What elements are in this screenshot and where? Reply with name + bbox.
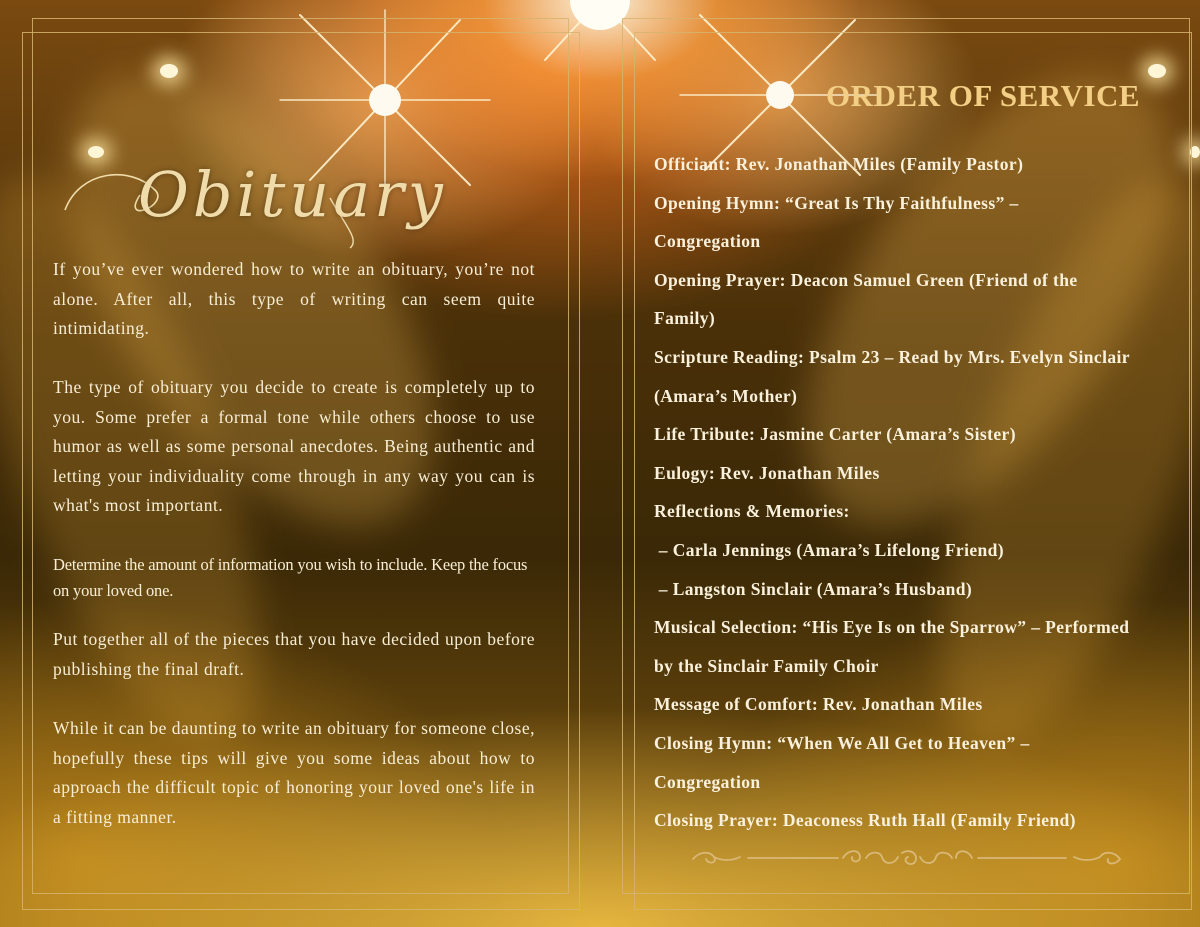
- service-line: Eulogy: Rev. Jonathan Miles: [654, 462, 880, 483]
- service-line: Closing Hymn: “When We All Get to Heaven” –: [654, 732, 1030, 753]
- service-line: Closing Prayer: Deaconess Ruth Hall (Family Friend): [654, 810, 1076, 831]
- obituary-paragraph: Determine the amount of information you wish to include. Keep the focus on your loved one.: [53, 555, 528, 600]
- obituary-paragraph: While it can be daunting to write an obituary for someone close, hopefully these tips will give you some ideas about how to approach the difficult topic of honoring your loved one's life in a fitting manner.: [53, 718, 536, 827]
- service-line: Reflections & Memories:: [654, 501, 850, 522]
- obituary-paragraph: If you’ve ever wondered how to write an obituary, you’re not alone. After all, this type of writing can seem quite intimidating.: [53, 259, 535, 338]
- obituary-paragraph: The type of obituary you decide to create is completely up to you. Some prefer a formal tone while others choose to use humor as well as some personal anecdotes. Being authentic and letting your individuality come through in any way you can is what's most important.: [53, 377, 535, 515]
- service-line: Congregation: [654, 231, 761, 252]
- service-line: Musical Selection: “His Eye Is on the Sparrow” – Performed: [654, 617, 1130, 638]
- service-line: Family): [654, 308, 716, 329]
- ornament-divider-icon: [688, 843, 1128, 873]
- service-line: – Carla Jennings (Amara’s Lifelong Friend): [654, 539, 1005, 560]
- service-line: Message of Comfort: Rev. Jonathan Miles: [654, 694, 983, 715]
- service-line: Opening Prayer: Deacon Samuel Green (Friend of the: [654, 269, 1078, 290]
- service-line: Opening Hymn: “Great Is Thy Faithfulness” –: [654, 192, 1019, 213]
- service-line: – Langston Sinclair (Amara’s Husband): [654, 578, 973, 599]
- service-line: Congregation: [654, 771, 761, 792]
- service-line: (Amara’s Mother): [654, 385, 798, 406]
- obituary-title: [60, 150, 447, 250]
- service-line: Officiant: Rev. Jonathan Miles (Family Pastor): [654, 154, 1024, 174]
- service-line: Life Tribute: Jasmine Carter (Amara’s Sister): [654, 424, 1016, 445]
- service-list: [654, 145, 1174, 840]
- service-line: Scripture Reading: Psalm 23 – Read by Mrs. Evelyn Sinclair: [654, 346, 1130, 367]
- obituary-title-text: Obituary: [138, 158, 447, 231]
- service-line: by the Sinclair Family Choir: [654, 655, 879, 676]
- order-of-service-title: ORDER OF SERVICE: [826, 78, 1141, 113]
- obituary-paragraph: Put together all of the pieces that you have decided upon before publishing the final draft.: [53, 629, 535, 679]
